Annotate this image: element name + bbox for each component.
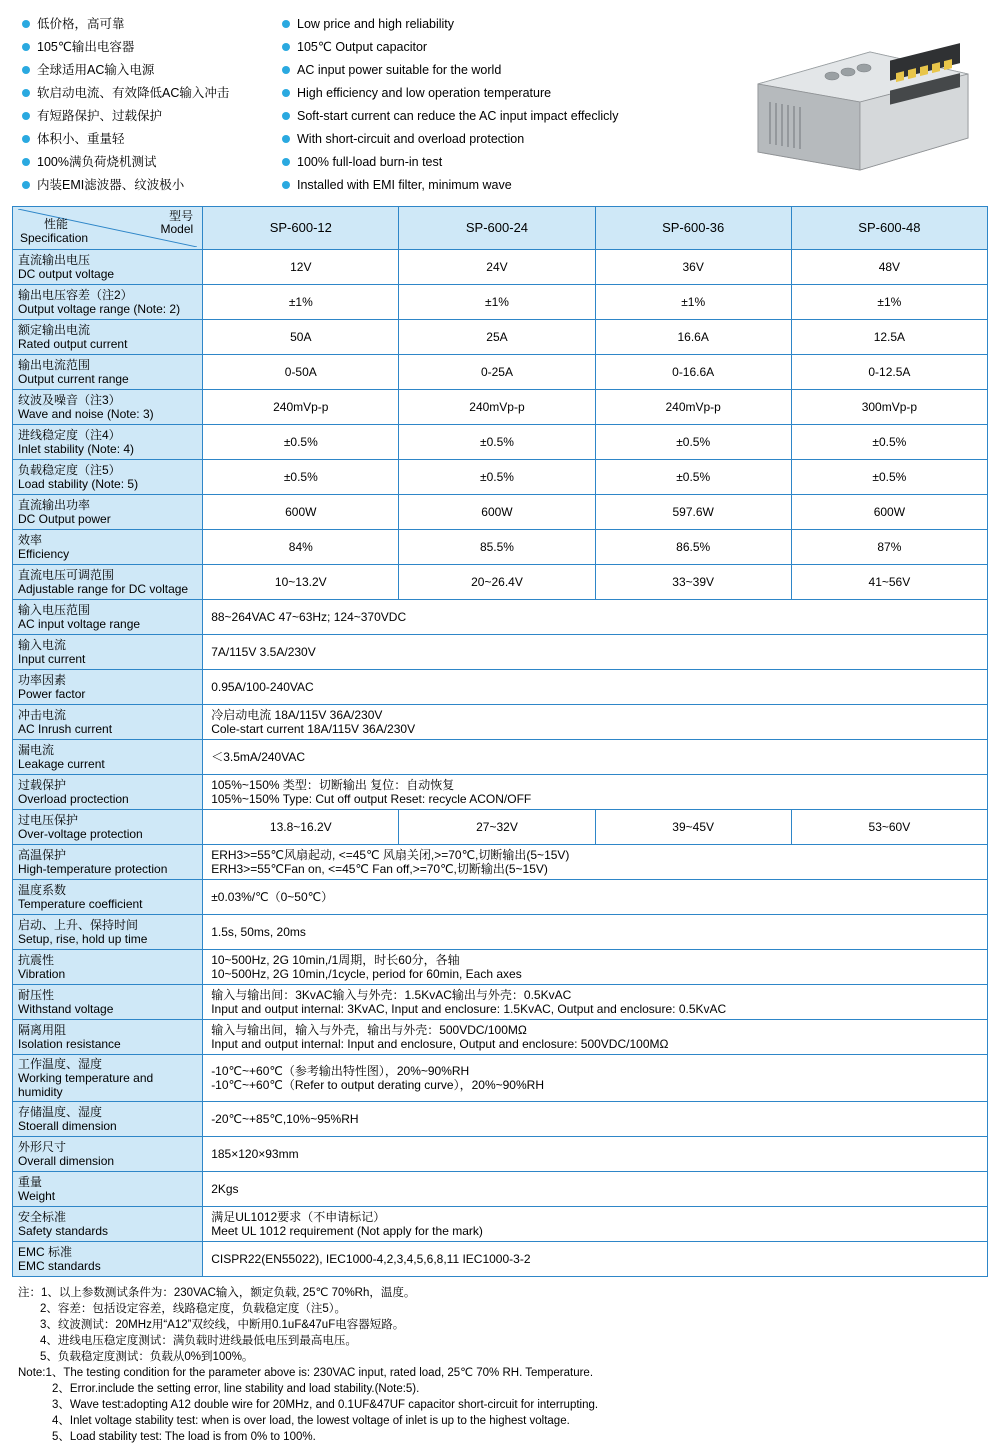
row-label-cn: 直流输出电压 (18, 253, 91, 267)
row-label-cn: 输入电压范围 (18, 603, 91, 617)
table-row (13, 705, 988, 740)
row-value-en: 105%~150% Type: Cut off output Reset: recycle ACON/OFF (211, 792, 532, 806)
row-label-cn: 冲击电流 (18, 708, 67, 722)
row-label-en: Stoerall dimension (18, 1119, 117, 1133)
row-label-cn: 工作温度、湿度 (18, 1057, 103, 1071)
row-label-en: AC Inrush current (18, 722, 113, 736)
note-line: 注：1、以上参数测试条件为：230VAC输入，额定负载, 25℃ 70%Rh，温度。 (18, 1287, 416, 1299)
row-value-cn: 105%~150% 类型：切断输出 复位：自动恢复 (211, 778, 455, 792)
table-row (13, 390, 988, 425)
row-value: 0-12.5A (791, 355, 987, 390)
feature-label: AC input power suitable for the world (297, 62, 502, 77)
row-value: 84% (203, 530, 399, 565)
feature-label: 105℃ Output capacitor (297, 39, 428, 54)
row-value-span (203, 775, 988, 810)
row-label (13, 775, 203, 810)
table-row (13, 985, 988, 1020)
row-label-en: Power factor (18, 687, 86, 701)
row-value: 36V (595, 250, 791, 285)
row-label-cn: 直流输出功率 (18, 498, 91, 512)
row-value-span (203, 705, 988, 740)
row-label-cn: 存储温度、湿度 (18, 1105, 103, 1119)
row-label (13, 985, 203, 1020)
row-label (13, 670, 203, 705)
row-value: 300mVp-p (791, 390, 987, 425)
feature-label: Low price and high reliability (297, 16, 455, 31)
row-label-en: Overall dimension (18, 1154, 115, 1168)
row-label-cn: 抗震性 (18, 953, 55, 967)
bullet-icon (22, 158, 30, 166)
row-label-en: Vibration (18, 967, 66, 981)
row-label-cn: 输入电流 (18, 638, 67, 652)
row-label-en: Weight (18, 1189, 56, 1203)
row-value: 53~60V (791, 810, 987, 845)
row-label (13, 950, 203, 985)
header-model-en: Model (160, 222, 194, 236)
feature-label: With short-circuit and overload protection (297, 131, 525, 146)
header-spec-cn: 性能 (44, 217, 69, 231)
bullet-icon (22, 43, 30, 51)
bullet-icon (282, 112, 290, 120)
row-value-cn: 满足UL1012要求（不申请标记） (211, 1210, 386, 1224)
bullet-icon (22, 181, 30, 189)
note-line: 3、Wave test:adopting A12 double wire for 20MHz, and 0.1UF&47UF capacitor short-circuit for interrupting. (52, 1399, 599, 1411)
row-value: 12.5A (791, 320, 987, 355)
row-value: ±0.5% (791, 460, 987, 495)
header-model-name: SP-600-12 (203, 207, 399, 250)
feature-label: 100%满负荷烧机测试 (37, 154, 157, 169)
row-label-en: Safety standards (18, 1224, 109, 1238)
feature-label: High efficiency and low operation temperature (297, 85, 552, 100)
row-label-cn: 额定输出电流 (18, 323, 91, 337)
row-label-cn: 安全标准 (18, 1210, 67, 1224)
row-label-en: Load stability (Note: 5) (18, 477, 139, 491)
row-value: ±0.5% (595, 425, 791, 460)
note-line: Note:1、The testing condition for the parameter above is: 230VAC input, rated load, 25℃ 70% RH. Temperature. (18, 1367, 594, 1379)
product-photo (740, 40, 970, 180)
row-value-span (203, 985, 988, 1020)
feature-label: 105℃输出电容器 (37, 39, 135, 54)
table-row (13, 600, 988, 635)
row-value: 86.5% (595, 530, 791, 565)
row-value-span: CISPR22(EN55022), IEC1000-4,2,3,4,5,6,8,11 IEC1000-3-2 (203, 1242, 988, 1277)
feature-label: 100% full-load burn-in test (297, 154, 443, 169)
row-label-en: Efficiency (18, 547, 70, 561)
row-label (13, 1242, 203, 1277)
row-label-cn: 耐压性 (18, 988, 55, 1002)
row-value-span: ＜3.5mA/240VAC (203, 740, 988, 775)
row-label-cn: 重量 (18, 1175, 43, 1189)
row-value-en: Input and output internal: 3KvAC, Input and enclosure: 1.5KvAC, Output and enclosure: 0.5KvAC (211, 1002, 727, 1016)
feature-label: 软启动电流、有效降低AC输入冲击 (37, 85, 230, 100)
row-label-cn: 过载保护 (18, 778, 67, 792)
table-row (13, 1020, 988, 1055)
row-value-cn: ERH3>=55℃风扇起动, <=45℃ 风扇关闭,>=70℃,切断输出(5~15V) (211, 848, 570, 862)
row-value-span: 88~264VAC 47~63Hz; 124~370VDC (203, 600, 988, 635)
row-value: 41~56V (791, 565, 987, 600)
row-value: ±0.5% (203, 460, 399, 495)
row-label-en: Output voltage range (Note: 2) (18, 302, 181, 316)
feature-item (22, 58, 282, 81)
feature-label: 全球适用AC输入电源 (37, 62, 155, 77)
table-row (13, 635, 988, 670)
note-line: 5、Load stability test: The load is from 0% to 100%. (52, 1431, 316, 1443)
row-label (13, 320, 203, 355)
feature-item (22, 12, 282, 35)
table-row (13, 565, 988, 600)
row-value: 597.6W (595, 495, 791, 530)
row-value: 48V (791, 250, 987, 285)
row-label-en: Adjustable range for DC voltage (18, 582, 189, 596)
row-value-en: Meet UL 1012 requirement (Not apply for the mark) (211, 1224, 483, 1238)
note-line: 4、Inlet voltage stability test: when is over load, the lowest voltage of inlet is up to the highest voltage. (52, 1415, 570, 1427)
table-row (13, 775, 988, 810)
feature-item (22, 150, 282, 173)
note-line: 4、进线电压稳定度测试：满负载时进线最低电压到最高电压。 (40, 1335, 357, 1347)
row-value-en: Input and output internal: Input and enclosure, Output and enclosure: 500VDC/100MΩ (211, 1037, 669, 1051)
row-label (13, 565, 203, 600)
row-label (13, 635, 203, 670)
row-label-en: AC input voltage range (18, 617, 141, 631)
table-row (13, 320, 988, 355)
row-value-cn: 输入与输出间：3KvAC输入与外壳：1.5KvAC输出与外壳：0.5KvAC (211, 988, 572, 1002)
row-label-cn: 负载稳定度（注5） (18, 463, 121, 477)
bullet-icon (282, 181, 290, 189)
row-value: ±1% (595, 285, 791, 320)
note-line: 2、容差：包括设定容差，线路稳定度，负载稳定度（注5）。 (40, 1303, 347, 1315)
table-row (13, 1172, 988, 1207)
row-label-en: Rated output current (18, 337, 128, 351)
row-value: ±1% (399, 285, 595, 320)
row-value-span (203, 1020, 988, 1055)
row-value: 85.5% (399, 530, 595, 565)
bullet-icon (282, 66, 290, 74)
table-row (13, 495, 988, 530)
row-label-en: High-temperature protection (18, 862, 168, 876)
row-label-cn: 功率因素 (18, 673, 67, 687)
bullet-icon (282, 89, 290, 97)
row-label-cn: EMC 标准 (18, 1245, 73, 1259)
row-label (13, 355, 203, 390)
feature-label: Installed with EMI filter, minimum wave (297, 177, 512, 192)
row-value: 20~26.4V (399, 565, 595, 600)
header-spec-en: Specification (20, 231, 89, 245)
row-value-span: 1.5s, 50ms, 20ms (203, 915, 988, 950)
row-label-en: Overload proctection (18, 792, 129, 806)
note-line: 5、负载稳定度测试：负载从0%到100%。 (40, 1351, 254, 1363)
row-label (13, 285, 203, 320)
row-label-en: Inlet stability (Note: 4) (18, 442, 135, 456)
row-label (13, 1020, 203, 1055)
row-label (13, 845, 203, 880)
row-label-cn: 直流电压可调范围 (18, 568, 115, 582)
row-label-cn: 效率 (18, 533, 43, 547)
row-label-en: Wave and noise (Note: 3) (18, 407, 154, 421)
bullet-icon (282, 135, 290, 143)
bullet-icon (22, 20, 30, 28)
header-model-name: SP-600-48 (791, 207, 987, 250)
row-value: ±1% (791, 285, 987, 320)
table-row (13, 950, 988, 985)
header-model-cn: 型号 (169, 209, 194, 223)
table-header-row (13, 207, 988, 250)
row-label-cn: 启动、上升、保持时间 (18, 918, 139, 932)
table-row (13, 355, 988, 390)
row-label-cn: 过电压保护 (18, 813, 79, 827)
row-value: 13.8~16.2V (203, 810, 399, 845)
row-label (13, 390, 203, 425)
row-value-cn: -10℃~+60℃（参考输出特性图），20%~90%RH (211, 1064, 470, 1078)
row-label (13, 250, 203, 285)
header-spec-model-cell (13, 207, 203, 250)
table-row (13, 915, 988, 950)
row-label-en: Leakage current (18, 757, 105, 771)
row-label-cn: 隔离用阻 (18, 1023, 67, 1037)
row-value-span: 2Kgs (203, 1172, 988, 1207)
table-row (13, 670, 988, 705)
row-label (13, 1055, 203, 1102)
row-value: ±1% (203, 285, 399, 320)
row-label (13, 1102, 203, 1137)
row-label (13, 1207, 203, 1242)
row-label-cn: 外形尺寸 (18, 1140, 67, 1154)
notes-section (18, 1285, 988, 1445)
feature-label: 体积小、重量轻 (37, 131, 125, 146)
row-value: 39~45V (595, 810, 791, 845)
table-row (13, 530, 988, 565)
row-label-en: Temperature coefficient (18, 897, 143, 911)
feature-label: Soft-start current can reduce the AC input impact effeclicly (297, 108, 619, 123)
row-value: 240mVp-p (203, 390, 399, 425)
row-label (13, 740, 203, 775)
table-row (13, 425, 988, 460)
row-value-span (203, 950, 988, 985)
feature-label: 内装EMI滤波器、纹波极小 (37, 177, 185, 192)
header-model-name: SP-600-24 (399, 207, 595, 250)
table-row (13, 810, 988, 845)
feature-item (22, 127, 282, 150)
row-label-cn: 高温保护 (18, 848, 67, 862)
row-value: 0-16.6A (595, 355, 791, 390)
note-line: 2、Error.include the setting error, line stability and load stability.(Note:5). (52, 1383, 420, 1395)
row-value: 240mVp-p (399, 390, 595, 425)
row-value: 50A (203, 320, 399, 355)
table-row (13, 740, 988, 775)
row-label (13, 915, 203, 950)
row-label-cn: 进线稳定度（注4） (18, 428, 121, 442)
table-row (13, 460, 988, 495)
table-row (13, 845, 988, 880)
feature-item (22, 173, 282, 196)
table-row (13, 285, 988, 320)
table-row (13, 1055, 988, 1102)
row-value: 600W (399, 495, 595, 530)
row-value-cn: 输入与输出间，输入与外壳，输出与外壳：500VDC/100MΩ (211, 1023, 527, 1037)
row-value: 600W (791, 495, 987, 530)
row-value: ±0.5% (595, 460, 791, 495)
row-value-span (203, 1207, 988, 1242)
row-label (13, 600, 203, 635)
table-row (13, 880, 988, 915)
features-section (12, 12, 988, 196)
feature-item (22, 104, 282, 127)
row-value-span (203, 1055, 988, 1102)
row-value-en: 10~500Hz, 2G 10min,/1cycle, period for 60min, Each axes (211, 967, 522, 981)
bullet-icon (22, 112, 30, 120)
note-line: 3、纹波测试：20MHz用“A12”双绞线，中断用0.1uF&47uF电容器短路。 (40, 1319, 405, 1331)
row-label (13, 495, 203, 530)
row-label-en: Setup, rise, hold up time (18, 932, 148, 946)
row-label (13, 880, 203, 915)
row-label-en: Over-voltage protection (18, 827, 143, 841)
row-label (13, 705, 203, 740)
table-row (13, 1242, 988, 1277)
row-value: 0-50A (203, 355, 399, 390)
row-value: 24V (399, 250, 595, 285)
row-value-span: -20℃~+85℃,10%~95%RH (203, 1102, 988, 1137)
bullet-icon (282, 43, 290, 51)
row-value: ±0.5% (399, 425, 595, 460)
row-label-en: Output current range (18, 372, 129, 386)
row-value: 240mVp-p (595, 390, 791, 425)
row-value-span: 0.95A/100-240VAC (203, 670, 988, 705)
row-label-cn: 温度系数 (18, 883, 67, 897)
row-value: 12V (203, 250, 399, 285)
table-row (13, 250, 988, 285)
row-label-cn: 输出电压容差（注2） (18, 288, 133, 302)
row-label-en: EMC standards (18, 1259, 101, 1273)
row-value-span (203, 845, 988, 880)
feature-item (22, 35, 282, 58)
row-value: ±0.5% (791, 425, 987, 460)
row-label (13, 810, 203, 845)
row-value-span: 7A/115V 3.5A/230V (203, 635, 988, 670)
row-value: ±0.5% (203, 425, 399, 460)
specification-table (12, 206, 988, 1277)
row-value-cn: 10~500Hz, 2G 10min,/1周期，时长60分，各轴 (211, 953, 460, 967)
row-label-en: Isolation resistance (18, 1037, 121, 1051)
features-chinese-column (22, 12, 282, 196)
row-value: 33~39V (595, 565, 791, 600)
row-value-en: -10℃~+60℃（Refer to output derating curve），20%~90%RH (211, 1078, 544, 1092)
row-value: 16.6A (595, 320, 791, 355)
bullet-icon (22, 135, 30, 143)
row-label (13, 1137, 203, 1172)
row-label (13, 1172, 203, 1207)
row-label-cn: 漏电流 (18, 743, 55, 757)
row-label-en: Input current (18, 652, 86, 666)
row-label-en: DC output voltage (18, 267, 115, 281)
row-label-cn: 输出电流范围 (18, 358, 91, 372)
row-label-cn: 纹波及噪音（注3） (18, 393, 121, 407)
row-value: 27~32V (399, 810, 595, 845)
row-label-en: DC Output power (18, 512, 111, 526)
row-label-en: Working temperature and humidity (18, 1071, 154, 1099)
row-label (13, 425, 203, 460)
row-value: 25A (399, 320, 595, 355)
table-row (13, 1102, 988, 1137)
feature-item (22, 81, 282, 104)
row-value-en: Cole-start current 18A/115V 36A/230V (211, 722, 416, 736)
row-value: ±0.5% (399, 460, 595, 495)
row-value: 600W (203, 495, 399, 530)
feature-label: 有短路保护、过载保护 (37, 108, 163, 123)
row-label-en: Withstand voltage (18, 1002, 114, 1016)
row-value-span: 185×120×93mm (203, 1137, 988, 1172)
row-value: 87% (791, 530, 987, 565)
row-value-en: ERH3>=55℃Fan on, <=45℃ Fan off,>=70℃,切断输出(5~15V) (211, 862, 548, 876)
header-model-name: SP-600-36 (595, 207, 791, 250)
bullet-icon (22, 89, 30, 97)
row-value: 0-25A (399, 355, 595, 390)
bullet-icon (282, 20, 290, 28)
feature-item (282, 12, 988, 35)
feature-label: 低价格，高可靠 (37, 16, 125, 31)
row-value-span: ±0.03%/℃（0~50℃） (203, 880, 988, 915)
row-label (13, 530, 203, 565)
bullet-icon (22, 66, 30, 74)
row-value: 10~13.2V (203, 565, 399, 600)
table-row (13, 1207, 988, 1242)
table-row (13, 1137, 988, 1172)
row-value-cn: 冷启动电流 18A/115V 36A/230V (211, 708, 383, 722)
row-label (13, 460, 203, 495)
bullet-icon (282, 158, 290, 166)
